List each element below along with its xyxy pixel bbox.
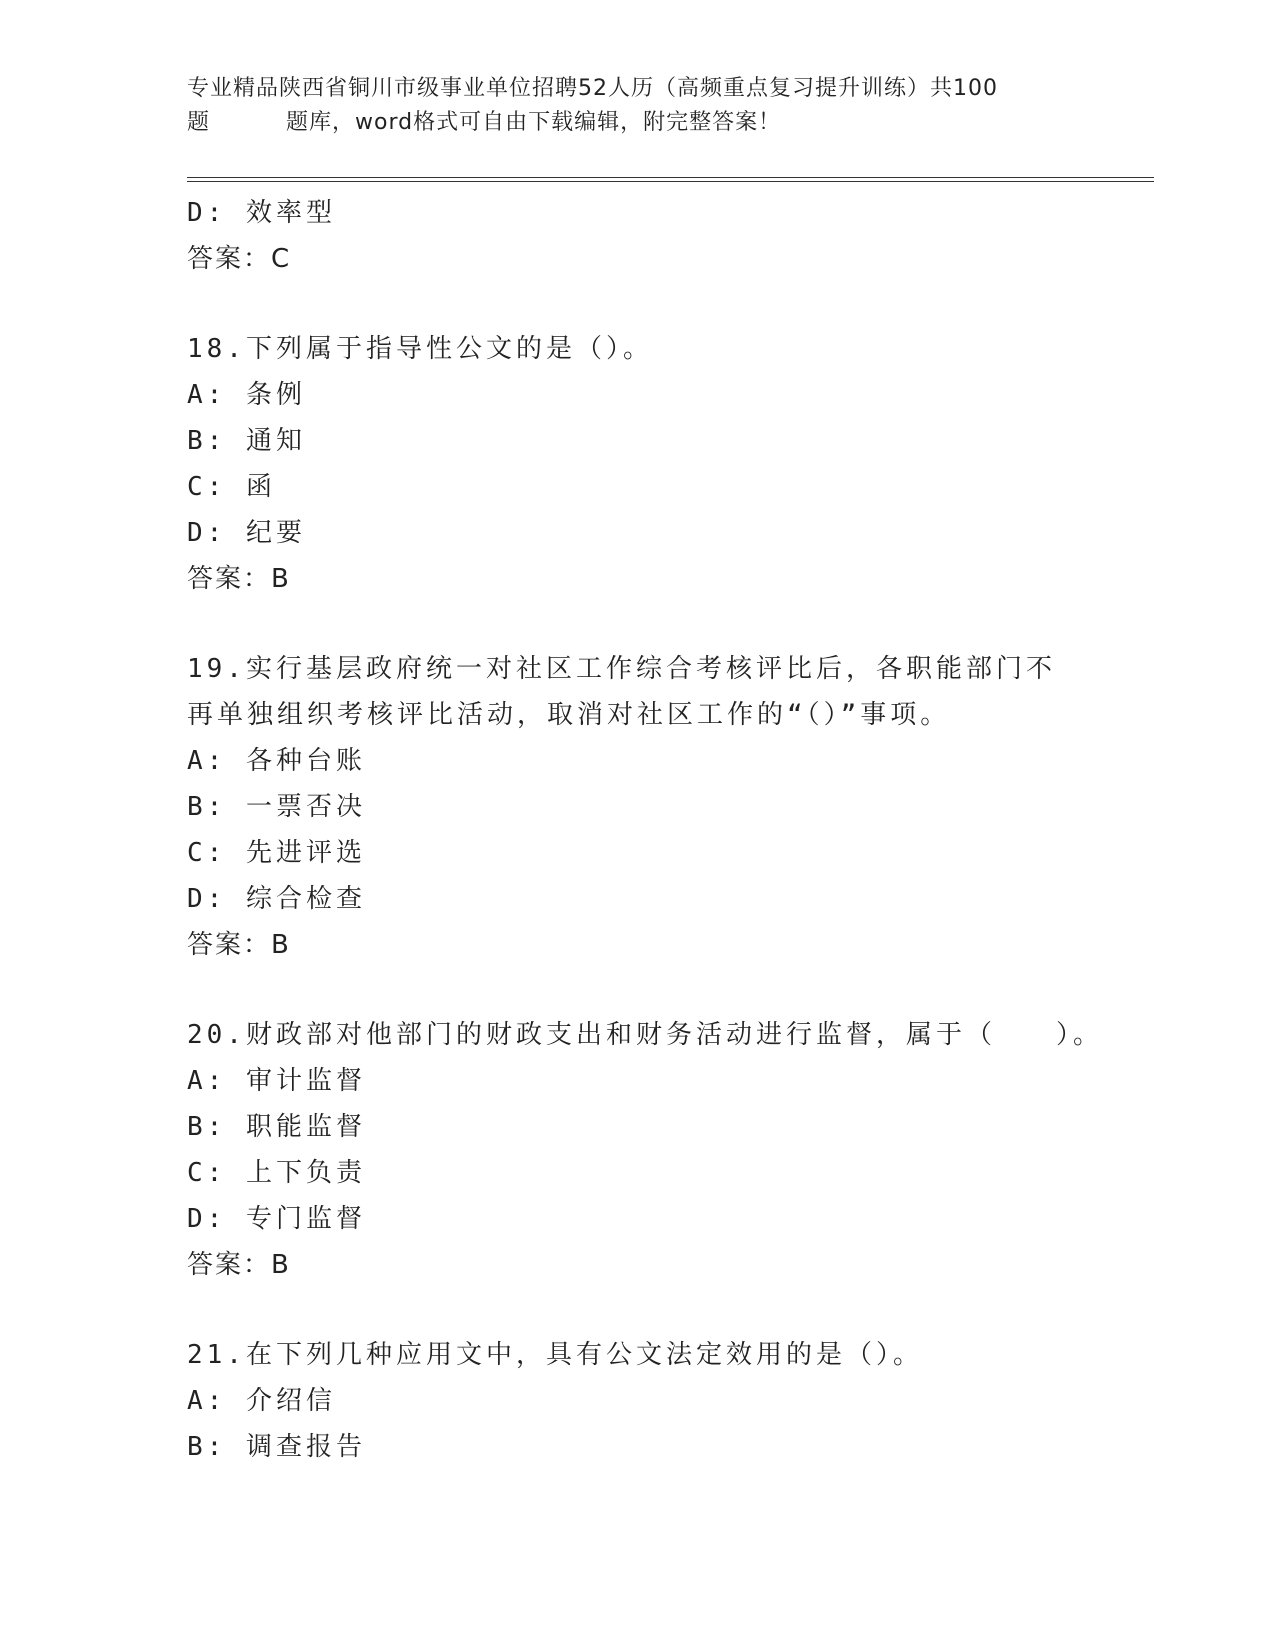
option-b: B: 调查报告 <box>187 1432 366 1462</box>
option-c: C: 函 <box>187 472 276 502</box>
option-a: A: 介绍信 <box>187 1386 336 1416</box>
question-list <box>187 190 1103 1470</box>
option-d: D: 专门监督 <box>187 1204 366 1234</box>
option-a: A: 审计监督 <box>187 1066 366 1096</box>
option-d: D: 纪要 <box>187 518 306 548</box>
header-title-line2 <box>187 106 1067 140</box>
question-21 <box>187 1332 1087 1470</box>
option-d: D: 综合检查 <box>187 884 366 914</box>
option-c: C: 上下负责 <box>187 1158 366 1188</box>
answer: 答案：B <box>187 564 291 594</box>
header-line2-part2: 题库，word格式可自由下载编辑，附完整答案！ <box>286 110 782 135</box>
header-title-line1: 专业精品陕西省铜川市级事业单位招聘52人历（高频重点复习提升训练）共100 <box>187 76 998 101</box>
option-b: B: 通知 <box>187 426 306 456</box>
question-stem: 19.实行基层政府统一对社区工作综合考核评比后，各职能部门不再单独组织考核评比活动，取消对社区工作的“（）”事项。 <box>187 654 1056 730</box>
question-19 <box>187 646 1087 968</box>
header-divider-bottom <box>187 181 1154 182</box>
header-divider-top <box>187 177 1154 178</box>
question-stem: 21.在下列几种应用文中，具有公文法定效用的是（）。 <box>187 1340 923 1370</box>
option-c: C: 先进评选 <box>187 838 366 868</box>
document-header <box>187 72 1067 140</box>
option-b: B: 一票否决 <box>187 792 366 822</box>
question-stem: 18.下列属于指导性公文的是（）。 <box>187 334 653 364</box>
answer: 答案：B <box>187 930 291 960</box>
option-a: A: 条例 <box>187 380 306 410</box>
option-a: A: 各种台账 <box>187 746 366 776</box>
option-b: B: 职能监督 <box>187 1112 366 1142</box>
question-20 <box>187 1012 1103 1288</box>
answer: 答案：B <box>187 1250 291 1280</box>
question-18 <box>187 326 1087 602</box>
prev-answer: 答案：C <box>187 244 292 274</box>
question-stem: 20.财政部对他部门的财政支出和财务活动进行监督，属于（ ）。 <box>187 1020 1103 1050</box>
prev-option-d: D: 效率型 <box>187 198 336 228</box>
header-line2-part1: 题 <box>187 110 211 135</box>
